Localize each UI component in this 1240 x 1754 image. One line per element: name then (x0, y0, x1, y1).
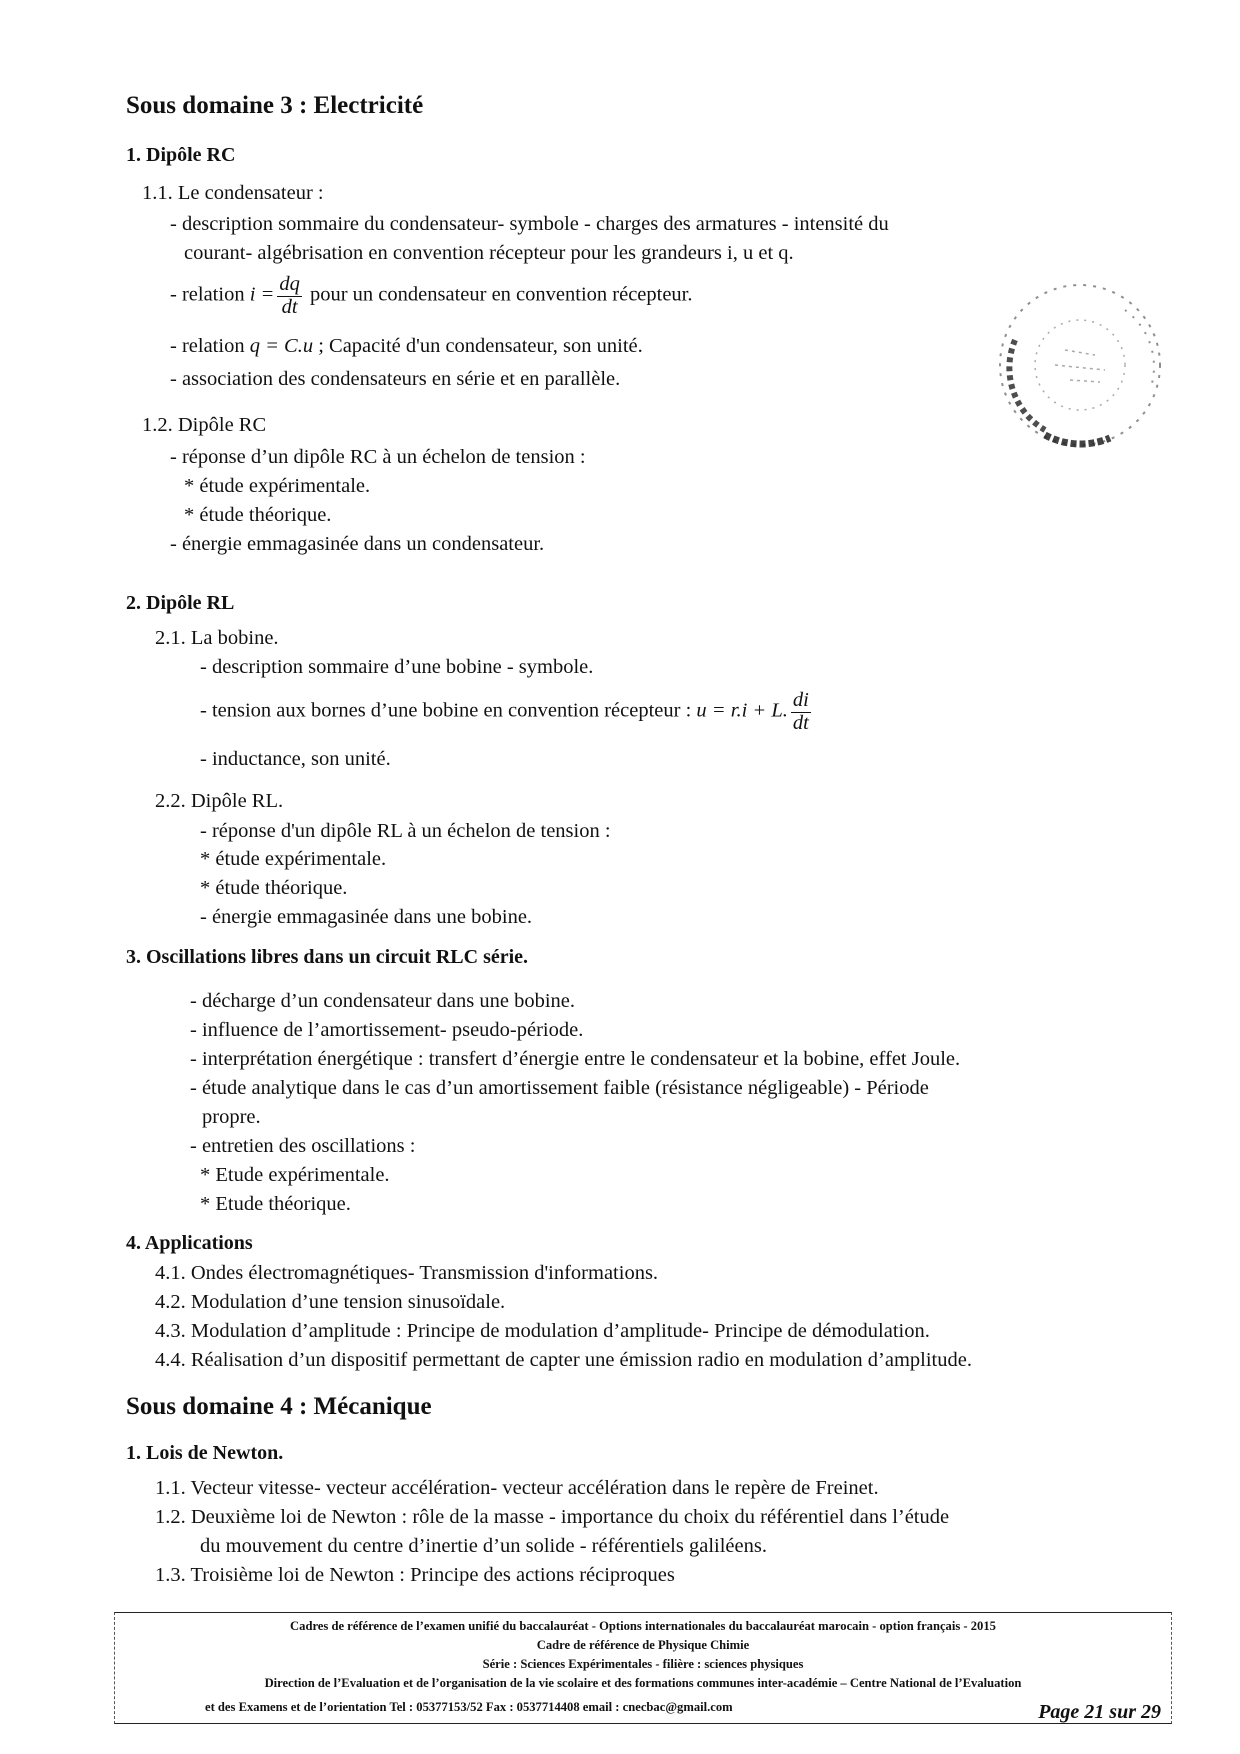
subsection-1-2: 1.2. Dipôle RC (142, 414, 267, 436)
footer-line: Direction de l’Evaluation et de l’organisation de la vie scolaire et des formations communes inter-académie – Centre National de l’Evaluation (264, 1676, 1022, 1690)
text-line: * étude théorique. (184, 504, 332, 526)
fraction-numerator: di (792, 689, 809, 711)
domain-4-title: Sous domaine 4 : Mécanique (126, 1393, 432, 1420)
text-line: 4.1. Ondes électromagnétiques- Transmission d'informations. (155, 1262, 659, 1284)
text-line: 1.1. Vecteur vitesse- vecteur accélération- vecteur accélération dans le repère de Freinet. (155, 1477, 879, 1499)
text-line: - influence de l’amortissement- pseudo-période. (190, 1019, 584, 1041)
fraction-numerator: dq (279, 273, 300, 295)
text-line: - association des condensateurs en série et en parallèle. (170, 368, 621, 390)
subsection-2-1: 2.1. La bobine. (155, 627, 279, 649)
text-line: 4.3. Modulation d’amplitude : Principe de modulation d’amplitude- Principe de démodulation. (155, 1320, 930, 1342)
text-line: * étude expérimentale. (184, 475, 371, 497)
subsection-2-2: 2.2. Dipôle RL. (155, 790, 284, 812)
formula: u = r.i + L. (696, 699, 788, 722)
text-line: courant- algébrisation en convention récepteur pour les grandeurs i, u et q. (184, 242, 794, 264)
section-3-title: 3. Oscillations libres dans un circuit RLC série. (126, 946, 529, 968)
footer-line: Série : Sciences Expérimentales - filière : sciences physiques (482, 1657, 804, 1671)
formula-lhs: i = (249, 283, 275, 306)
fraction-denominator: dt (792, 711, 809, 734)
formula-line-i-dq-dt (170, 274, 693, 318)
text-line: - énergie emmagasinée dans une bobine. (200, 906, 533, 928)
text-line: - décharge d’un condensateur dans une bobine. (190, 990, 575, 1012)
text-line: - description sommaire du condensateur- symbole - charges des armatures - intensité du (170, 213, 889, 235)
text-line: - entretien des oscillations : (190, 1135, 416, 1157)
text-line: * Etude théorique. (200, 1193, 351, 1215)
fraction-dq-dt (277, 274, 302, 318)
section-2-title: 2. Dipôle RL (126, 592, 235, 614)
page-number: Page 21 sur 29 (1038, 1701, 1161, 1723)
domain-3-title: Sous domaine 3 : Electricité (126, 92, 424, 119)
text-line: - réponse d'un dipôle RL à un échelon de tension : (200, 820, 611, 842)
text-fragment: - relation (170, 283, 245, 306)
footer-line: Cadres de référence de l’examen unifié du baccalauréat - Options internationales du baccalauréat marocain - option français - 2015 (290, 1619, 996, 1633)
text-line: - réponse d’un dipôle RC à un échelon de tension : (170, 446, 586, 468)
footer-line: Cadre de référence de Physique Chimie (536, 1638, 750, 1652)
footer-line: et des Examens et de l’orientation Tel : 05377153/52 Fax : 0537714408 email : cnecbac@gmail.com (205, 1700, 733, 1714)
text-line: 1.2. Deuxième loi de Newton : rôle de la masse - importance du choix du référentiel dans l’étude (155, 1506, 950, 1528)
text-line: * Etude expérimentale. (200, 1164, 390, 1186)
section-1-title: 1. Dipôle RC (126, 144, 236, 166)
subsection-1-1: 1.1. Le condensateur : (142, 182, 324, 204)
text-line: * étude expérimentale. (200, 848, 387, 870)
text-line: 1.3. Troisième loi de Newton : Principe des actions réciproques (155, 1564, 675, 1586)
text-line: * étude théorique. (200, 877, 348, 899)
fraction-denominator: dt (281, 295, 298, 318)
text-fragment: - tension aux bornes d’une bobine en convention récepteur : (200, 699, 692, 722)
text-line: 4.4. Réalisation d’un dispositif permettant de capter une émission radio en modulation d’amplitude. (155, 1349, 972, 1371)
formula-line-q-cu (170, 335, 643, 358)
text-line: - étude analytique dans le cas d’un amortissement faible (résistance négligeable) - Période (190, 1077, 929, 1099)
text-line: - énergie emmagasinée dans un condensateur. (170, 533, 545, 555)
text-line: - description sommaire d’une bobine - symbole. (200, 656, 594, 678)
text-line: propre. (202, 1106, 261, 1128)
text-line: - interprétation énergétique : transfert d’énergie entre le condensateur et la bobine, effet Joule. (190, 1048, 961, 1070)
text-fragment: pour un condensateur en convention récepteur. (309, 283, 693, 306)
text-line: 4.2. Modulation d’une tension sinusoïdale. (155, 1291, 506, 1313)
section-newton-title: 1. Lois de Newton. (126, 1442, 284, 1464)
text-line: du mouvement du centre d’inertie d’un solide - référentiels galiléens. (200, 1535, 767, 1557)
text-fragment: - relation (170, 335, 245, 357)
text-fragment: ; Capacité d'un condensateur, son unité. (318, 335, 643, 357)
fraction-di-dt (791, 690, 811, 734)
page-footer (114, 1612, 1172, 1724)
official-stamp-icon (985, 270, 1175, 460)
section-4-title: 4. Applications (126, 1232, 253, 1254)
formula: q = C.u (249, 335, 314, 357)
formula-line-u-ri-ldi (200, 690, 814, 734)
text-line: - inductance, son unité. (200, 748, 391, 770)
